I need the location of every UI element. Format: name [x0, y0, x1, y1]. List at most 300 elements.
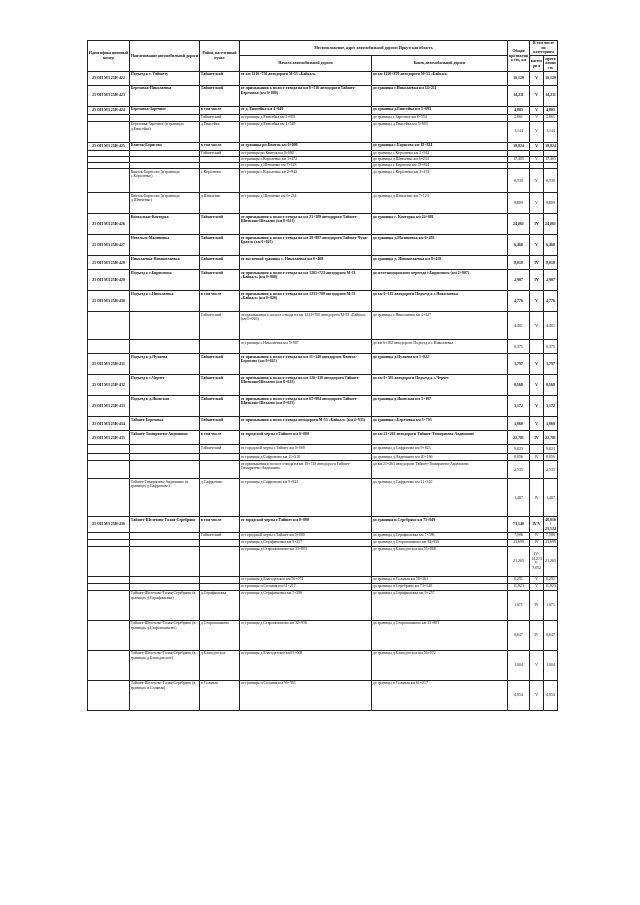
cell-name	[130, 312, 200, 340]
cell-total: 0,889	[508, 193, 530, 214]
cell-total: 0,568	[508, 375, 530, 396]
cell-district: Тайшетский	[200, 445, 240, 454]
cell-id	[88, 650, 130, 680]
cell-length: 24,061	[544, 214, 558, 235]
table-row	[88, 235, 558, 256]
cell-start: от границы д.Серафимовка км 9+257	[240, 539, 372, 546]
cell-district: в том числе	[200, 517, 240, 532]
cell-id	[88, 193, 130, 214]
table-row	[88, 620, 558, 650]
cell-start: от границы п.Соляная км 56+363	[240, 680, 372, 710]
cell-start: от городской черты г.Тайшет км 0+000	[240, 517, 372, 532]
cell-length: 2,907	[544, 270, 558, 291]
header-total: Общая протяженно сть, км	[508, 41, 530, 72]
cell-id: 25 ОП МЗ 25Н-429	[88, 270, 130, 291]
cell-name: Березовка-Заречное (в границах д.Енисейка)	[130, 121, 200, 142]
cell-district: Тайшетский	[200, 270, 240, 291]
cell-id: 25 ОП МЗ 25Н-423	[88, 85, 130, 106]
table-row	[88, 291, 558, 312]
cell-category: IV	[530, 479, 544, 517]
cell-total: 0,530	[508, 169, 530, 193]
header-name: Наименование автомобильной дороги	[130, 41, 200, 72]
cell-category: V	[530, 121, 544, 142]
cell-name: Березовка-Николаевка	[130, 85, 200, 106]
cell-start: от границы д.Шевченко км 6+234	[240, 193, 372, 214]
cell-district: д.Серафимовка	[200, 590, 240, 620]
cell-category: IV	[530, 590, 544, 620]
cell-district: Тайшетский	[200, 354, 240, 375]
cell-id	[88, 546, 130, 576]
cell-start: от границы д.Староишимово км 33+803	[240, 546, 372, 576]
cell-name: Тайшет-Тимирязево-Авдюшино (в границах д.Сафроново)	[130, 479, 200, 517]
cell-district: д.Староишимово	[200, 620, 240, 650]
cell-category: V	[530, 193, 544, 214]
cell-category: V	[530, 312, 544, 340]
cell-end: до железнодорожного переезда г.Бирюсинск (км 2+907)	[372, 270, 508, 291]
cell-id	[88, 312, 130, 340]
cell-category: IV	[530, 256, 544, 270]
cell-district	[200, 546, 240, 576]
cell-length: 0,291	[544, 576, 558, 583]
cell-length: 14,211	[544, 85, 558, 106]
cell-name	[130, 340, 200, 354]
cell-name: Тайшет-Шелехово-Талая-Серебряно (в границах д.Благодатское)	[130, 650, 200, 680]
cell-name: Тайшет-Шелехово-Талая-Серебряно	[130, 517, 200, 532]
header-id: Идентифика ционный номер	[88, 41, 130, 72]
cell-district	[200, 576, 240, 583]
cell-id	[88, 532, 130, 539]
cell-total: 1,860	[508, 417, 530, 431]
cell-start: от городской черты г.Тайшет км 0+000	[240, 532, 372, 539]
cell-start: от границы д.Енисейка км 4+549	[240, 121, 372, 142]
cell-name: Подъезд к д.Яковская	[130, 396, 200, 417]
cell-length: 1,860	[544, 417, 558, 431]
cell-length: 10,120	[544, 71, 558, 85]
cell-start: от примыкания к полосе отвода на км 18+728 автодороги Тайшет-Тимирязево-Авдюшино	[240, 461, 372, 479]
cell-total: 8,010	[508, 256, 530, 270]
table-row	[88, 517, 558, 532]
cell-category: V	[530, 354, 544, 375]
cell-end: до границы д.Староишимово км 32+956	[372, 539, 508, 546]
cell-category: V	[530, 85, 544, 106]
cell-id	[88, 114, 130, 121]
table-row	[88, 650, 558, 680]
cell-total: 10,120	[508, 71, 530, 85]
cell-end: до границы д.Яковская км 3+197	[372, 396, 508, 417]
cell-total: 17,405	[508, 156, 530, 162]
cell-start: от границы рп.Квиток км 0+000	[240, 150, 372, 156]
cell-end: до границы д.Серафимовка км 9+257	[372, 590, 508, 620]
cell-district: Тайшетский	[200, 150, 240, 156]
cell-end: до границы с.Николаевка км 4+427	[372, 312, 508, 340]
cell-name: Невельск-Малиновка	[130, 235, 200, 256]
cell-end: до границы п.Серебряно км 73+140	[372, 583, 508, 590]
cell-id	[88, 583, 130, 590]
cell-name	[130, 461, 200, 479]
cell-length: 11,923	[545, 584, 556, 589]
cell-name	[130, 454, 200, 461]
cell-name	[130, 546, 200, 576]
cell-district: в том числе	[200, 142, 240, 150]
cell-length: 21,265	[544, 546, 558, 576]
cell-start: от примыкания к полосе отвода на км 11+340 автодороги Квиток-Борисово (км 0+025)	[240, 354, 372, 375]
table-row	[88, 214, 558, 235]
cell-end: до границы п.Серебряно км 75+049	[372, 517, 508, 532]
cell-district: в том числе	[200, 106, 240, 114]
cell-total: 1,797	[508, 354, 530, 375]
cell-end: до км 1226+870 автодороги М-53 «Байкал»	[372, 71, 508, 85]
cell-category: V	[530, 680, 544, 710]
cell-id: 25 ОП МЗ 25Н-425	[88, 142, 130, 150]
cell-name: Конкольки-Конторка	[130, 214, 200, 235]
cell-total: 1,004	[508, 650, 530, 680]
cell-district: с.Короленко	[200, 169, 240, 193]
cell-total: 11,923	[508, 583, 530, 590]
cell-total: 3,172	[508, 396, 530, 417]
cell-name: Подъезд к с.Черчет	[130, 375, 200, 396]
cell-end: до границы п.Соляная км 56+363	[372, 576, 508, 583]
cell-start: от городской черты г.Тайшет км 0+000	[240, 445, 372, 454]
header-len: протяженно сть	[545, 56, 556, 70]
cell-name: Тайшет-Шелехово-Талая-Серебряно (в границах д.Староишимово)	[130, 620, 200, 650]
cell-name	[130, 539, 200, 546]
cell-name: Подъезд к с.Николаевка	[130, 291, 200, 312]
cell-total: 1,487	[508, 479, 530, 517]
cell-name	[130, 583, 200, 590]
cell-district	[200, 454, 240, 461]
cell-id	[88, 479, 130, 517]
cell-end: до границы д.Авдюшино км 20+166	[372, 454, 508, 461]
cell-end: до границы с.Борисово км 18+824	[372, 163, 508, 169]
cell-length: 2,861	[544, 114, 558, 121]
cell-district	[200, 539, 240, 546]
cell-id: 25 ОП МЗ 25Н-428	[88, 256, 130, 270]
cell-length: 1,671	[544, 590, 558, 620]
cell-category: V	[530, 576, 544, 583]
cell-start: от границы д.Благодатское км55+068	[240, 650, 372, 680]
cell-start: от границы д.Сафроново км 9+823	[240, 479, 372, 517]
cell-category: V	[530, 375, 544, 396]
cell-total: 4,776	[508, 291, 530, 312]
cell-length: 1,144	[544, 121, 558, 142]
cell-end: до границы д.Благодатское км 56+072	[372, 650, 508, 680]
cell-length: 22,701	[544, 431, 558, 445]
cell-total: 0,291	[508, 576, 530, 583]
cell-category: V	[530, 650, 544, 680]
cell-name: Тайшет-Березовка	[130, 417, 200, 431]
cell-category: IV	[530, 620, 544, 650]
cell-length: 6,468	[544, 235, 558, 256]
cell-id	[88, 340, 130, 354]
cell-category: IV	[530, 532, 544, 539]
cell-id	[88, 121, 130, 142]
cell-length: 9,823	[544, 445, 558, 454]
cell-district: д.Шевченко	[200, 193, 240, 214]
cell-length: 7,586	[544, 532, 558, 539]
cell-length: 48,016/ 25,124	[545, 517, 556, 531]
cell-category: V	[530, 71, 544, 85]
cell-end: до км 0+593 автодороги Подъезд к с.Черчет	[372, 375, 508, 396]
cell-start: от примыкания к полосе отвода автодороги М-53 «Байкал» (км 4+933)	[240, 417, 372, 431]
cell-id: 25 ОП МЗ 25Н-433	[88, 396, 130, 417]
table-row	[88, 680, 558, 710]
table-row	[88, 546, 558, 576]
cell-total: 0,375	[508, 340, 530, 354]
cell-total: 9,823	[508, 445, 530, 454]
cell-district: Тайшетский	[200, 114, 240, 121]
cell-end: до границы д.Сафроново км 9+823	[372, 445, 508, 454]
cell-category: IV	[530, 539, 544, 546]
cell-length: 4,401	[544, 312, 558, 340]
cell-length: 0,568	[544, 375, 558, 396]
cell-end: до границы д.Сафроново км 11+310	[372, 479, 508, 517]
cell-start: от границы д.Шевченко км 7+123	[240, 163, 372, 169]
cell-name: Тайшет-Тимирязево-Авдюшино	[130, 431, 200, 445]
cell-start: от границы д.Сафроново км 11+310	[240, 454, 372, 461]
cell-id: 25 ОП МЗ 25Н-434	[88, 417, 130, 431]
roads-table	[87, 40, 558, 711]
cell-category: IV	[530, 214, 544, 235]
cell-start: от примыкания к полосе отвода на км 65+904 автодороги Тайшет-Шиткино-Шелаево (км 0+025)	[240, 396, 372, 417]
cell-length: 0,375	[544, 340, 558, 354]
cell-name: Подъезд к г.Бирюсинск	[130, 270, 200, 291]
cell-total: 7,586	[508, 532, 530, 539]
cell-end: до границы с.Заречное км 8+554	[372, 114, 508, 121]
cell-category	[530, 461, 544, 479]
header-district: Район, населенный пункт	[200, 41, 240, 72]
cell-length: 1,487	[544, 479, 558, 517]
cell-length: 23,699	[545, 540, 556, 545]
cell-id: 25 ОП МЗ 25Н-422	[88, 71, 130, 85]
cell-total: 24,061	[508, 214, 530, 235]
table-row	[88, 375, 558, 396]
cell-id	[88, 454, 130, 461]
cell-length: 0,847	[544, 620, 558, 650]
cell-district: Тайшетский	[200, 375, 240, 396]
table-row	[88, 193, 558, 214]
cell-category: V	[530, 291, 544, 312]
cell-end: до км 6+182 автодороги Подъезд к с.Николаевка	[372, 340, 508, 354]
cell-end: до границы д.Енисейка км 5+693	[372, 106, 508, 114]
cell-id: 25 ОП МЗ 25Н-435	[88, 431, 130, 445]
cell-end: до границы д.Староишимово км 33+803	[372, 620, 508, 650]
cell-total: 2,535	[508, 461, 530, 479]
cell-total: 21,265	[508, 546, 530, 576]
table-row	[88, 340, 558, 354]
table-row	[88, 396, 558, 417]
cell-end: до границы с.Короленко км 3+472	[372, 169, 508, 193]
cell-start: от границы п.Соляная км 61+217	[240, 583, 372, 590]
cell-id	[88, 445, 130, 454]
cell-total: 4,005	[508, 106, 530, 114]
cell-district: д.Сафроново	[200, 479, 240, 517]
header-row-1	[88, 41, 558, 56]
cell-start: от границы с.Короленко км 3+472	[240, 156, 372, 162]
cell-start: от границы с.Короленко км 2+942	[240, 169, 372, 193]
cell-end: до границы п.Соляная км 61+217	[372, 680, 508, 710]
cell-category: IV	[530, 431, 544, 445]
table-row	[88, 445, 558, 454]
cell-name: Тайшет-Шелехово-Талая-Серебряно (в границах п.Соляная)	[130, 680, 200, 710]
cell-length: 0,530	[544, 169, 558, 193]
cell-total: 1,144	[508, 121, 530, 142]
cell-start: от границы д.Енисейка км 5+693	[240, 114, 372, 121]
cell-length: 4,854	[544, 680, 558, 710]
cell-id	[88, 169, 130, 193]
table-row	[88, 539, 558, 546]
cell-end: до границы г.Николаевка км 14+211	[372, 85, 508, 106]
cell-category: V	[530, 106, 544, 114]
table-row	[88, 114, 558, 121]
cell-district: Тайшетский	[200, 71, 240, 85]
cell-district: в том числе	[200, 291, 240, 312]
cell-name: Квиток-Борисово (в границах д.Шевченко)	[130, 193, 200, 214]
cell-category: V	[530, 235, 544, 256]
cell-district: Тайшетский	[200, 532, 240, 539]
cell-start: от д. Енисейка км 4+649	[240, 106, 372, 114]
cell-start: от границы д.Серафимовка км 7+586	[240, 590, 372, 620]
cell-id	[88, 461, 130, 479]
cell-end: до границы д.Малиновка км 6+493	[372, 235, 508, 256]
table-row	[88, 576, 558, 583]
cell-end: до км 21+263 автодороги Тайшет-Тимирязево-Авдюшино	[372, 461, 508, 479]
cell-total: 73,140	[508, 517, 530, 532]
cell-district: Тайшетский	[200, 85, 240, 106]
cell-category: V	[530, 114, 544, 121]
cell-start: от примыкания к полосе отвода на км 1233+700 автодороги М-53 «Байкал» (км 0+026)	[240, 291, 372, 312]
cell-id	[88, 590, 130, 620]
cell-end: до границы с.Короленко км 2+942	[372, 150, 508, 156]
cell-length: 4,776	[544, 291, 558, 312]
cell-id: 25 ОП МЗ 25Н-431	[88, 354, 130, 375]
cell-district: в том числе	[200, 431, 240, 445]
table-row	[88, 354, 558, 375]
cell-end: до км 21+263 автодороги Тайшет-Тимирязево-Авдюшино	[372, 431, 508, 445]
cell-length: 8,856	[544, 454, 558, 461]
cell-total: 2,861	[508, 114, 530, 121]
cell-start: от границы рп.Квиток км 0+000	[240, 142, 372, 150]
cell-id: 25 ОП МЗ 25Н-427	[88, 235, 130, 256]
table-row	[88, 71, 558, 85]
cell-start: от примыкания к полосе отвода на км 6+516 автодороги Тайшет-Березовка (км 6+000)	[240, 85, 372, 106]
table-row	[88, 106, 558, 114]
cell-district	[200, 340, 240, 354]
cell-start: от границы д.Благодатское км 56+072	[240, 576, 372, 583]
cell-district: д.Енисейка	[200, 121, 240, 142]
cell-id: 25 ОП МЗ 25Н-432	[88, 375, 130, 396]
cell-total: 2,907	[508, 270, 530, 291]
cell-start: от примыкания к полосе отвода на км 1201+723 автодороги М-53 «Байкал» (км 0+000)	[240, 270, 372, 291]
table-row	[88, 85, 558, 106]
table-row	[88, 583, 558, 590]
cell-id: 25 ОП МЗ 25Н-424	[88, 106, 130, 114]
cell-name: Квиток-Борисово (в границах с.Короленко)	[130, 169, 200, 193]
cell-total: 1,671	[508, 590, 530, 620]
cell-category	[530, 340, 544, 354]
cell-name: Николаевка-Новошелаевка	[130, 256, 200, 270]
cell-start: от границы с.Николаевка км 5+807	[240, 340, 372, 354]
cell-category: V	[530, 142, 544, 150]
cell-end: до км 6+182 автодороги Подъезд к с.Николаевка	[372, 291, 508, 312]
cell-length: 2,535	[544, 461, 558, 479]
cell-total: 6,468	[508, 235, 530, 256]
cell-start: от примыкания к полосе отвода на км 126+130 автодороги Тайшет-Шиткино-Шелаево (км 0+025)	[240, 375, 372, 396]
cell-name: Березовка-Заречное	[130, 106, 200, 114]
cell-district: Тайшетский	[200, 235, 240, 256]
cell-category	[530, 445, 544, 454]
table-row	[88, 270, 558, 291]
header-location: Местоположение, адрес автомобильной дороги: Иркутская область	[240, 41, 508, 56]
cell-length: 1,004	[544, 650, 558, 680]
cell-district: Тайшетский	[200, 312, 240, 340]
table-body	[88, 71, 558, 710]
cell-category: IV	[530, 270, 544, 291]
cell-category: V	[530, 417, 544, 431]
table-row	[88, 312, 558, 340]
cell-id: 25 ОП МЗ 25Н-426	[88, 214, 130, 235]
cell-name	[130, 576, 200, 583]
header-start: Начало автомобильной дороги	[240, 56, 372, 71]
cell-category: IV	[530, 454, 544, 461]
cell-total: 0,847	[508, 620, 530, 650]
cell-end: до границы д.Шевченко км 6+234	[372, 156, 508, 162]
cell-end: до границы д.Шевченко км 7+123	[372, 193, 508, 214]
cell-end: до границы д.Серафимовка км 7+586	[372, 532, 508, 539]
cell-total: 23,699	[508, 539, 530, 546]
cell-district: Тайшетский	[200, 214, 240, 235]
cell-district: д.Благодатское	[200, 650, 240, 680]
cell-end: до границы с.Березовка км 5+793	[372, 417, 508, 431]
cell-start: от км 1216+750 автодороги М-53 «Байкал»	[240, 71, 372, 85]
cell-id	[88, 539, 130, 546]
table-row	[88, 461, 558, 479]
cell-category: IV/V	[530, 517, 544, 532]
cell-start: от примыкания к полосе отвода на км 23+389 автодороги Тайшет-Шиткино-Шелаево (км 0+021)	[240, 214, 372, 235]
cell-id: 25 ОП МЗ 25Н-436	[88, 517, 130, 532]
cell-start: от примыкания к полосе отвода на км 39+987 автодороги Тайшет-Чуна-Братск (км 0+025)	[240, 235, 372, 256]
cell-id	[88, 680, 130, 710]
table-row	[88, 454, 558, 461]
cell-length: 8,010	[544, 256, 558, 270]
cell-length: 3,172	[544, 396, 558, 417]
table-row	[88, 532, 558, 539]
cell-start: от примыкания к полосе отвода на км 1233+700 автодороги М-53 «Байкал» (км 0+026)	[240, 312, 372, 340]
cell-category: V	[530, 396, 544, 417]
cell-length: 1,797	[544, 354, 558, 375]
cell-district: Тайшетский	[200, 417, 240, 431]
document-page	[87, 40, 557, 711]
cell-total: 14,211	[508, 85, 530, 106]
cell-length: 18,824	[544, 142, 558, 150]
table-row	[88, 417, 558, 431]
cell-total: 18,824	[508, 142, 530, 150]
cell-district	[200, 461, 240, 479]
cell-end: до границы с. Конторка км 24+081	[372, 214, 508, 235]
cell-name	[130, 445, 200, 454]
cell-total: 4,854	[508, 680, 530, 710]
cell-id	[88, 620, 130, 650]
table-row	[88, 121, 558, 142]
cell-end: до границы д. Новошелаевка км 8+418	[372, 256, 508, 270]
cell-length: 17,405	[545, 157, 556, 162]
cell-start: от городской черты г.Тайшет км 0+000	[240, 431, 372, 445]
cell-total: 8,856	[508, 454, 530, 461]
table-row	[88, 590, 558, 620]
cell-district: Тайшетский	[200, 396, 240, 417]
cell-total: 22,701	[508, 431, 530, 445]
table-row	[88, 431, 558, 445]
cell-category: V	[530, 583, 544, 590]
